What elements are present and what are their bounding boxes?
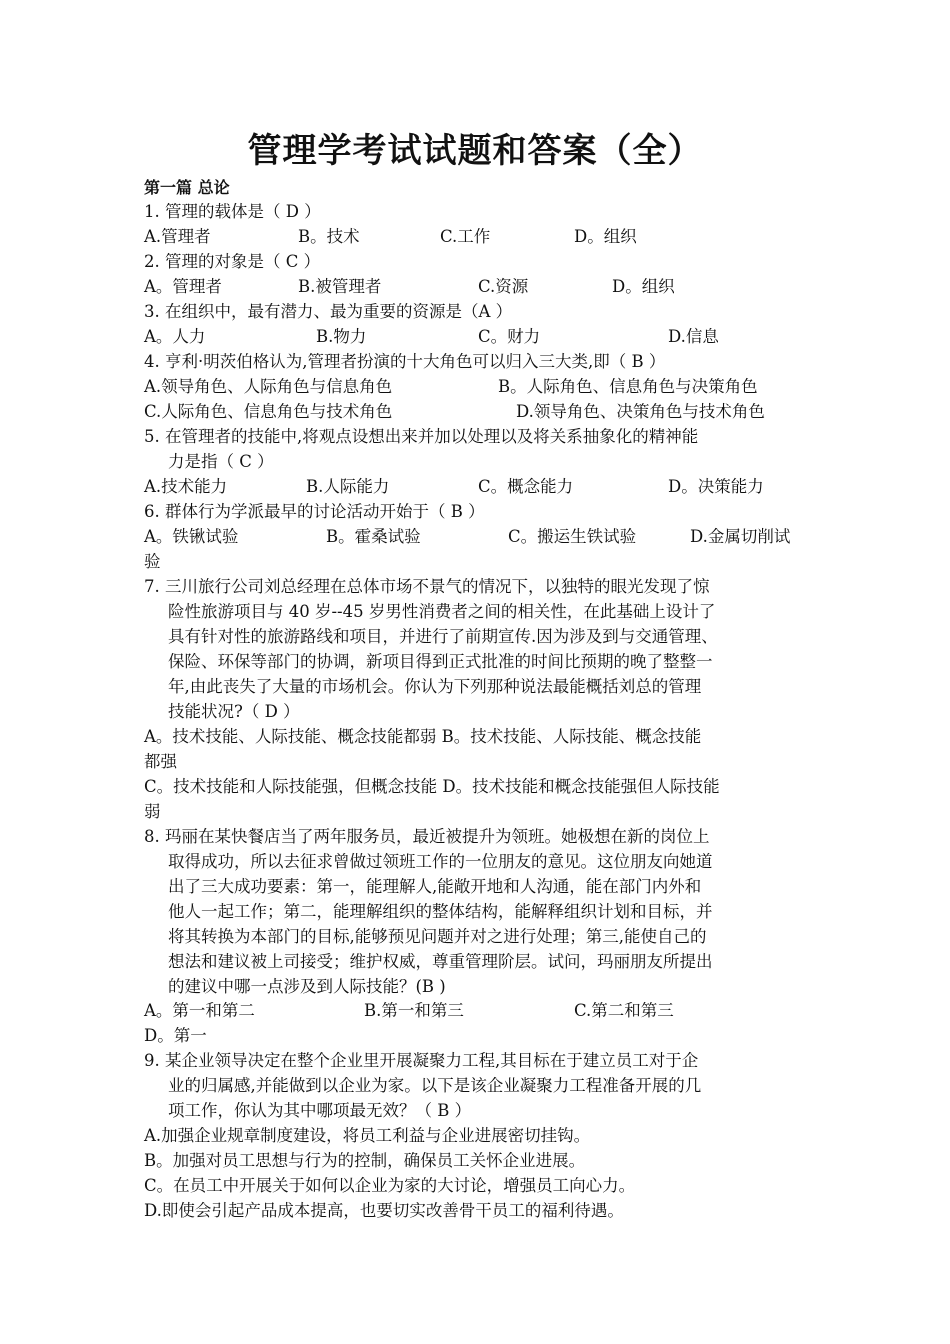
question-8-stem-line: 想法和建议被上司接受；维护权威，尊重管理阶层。试问，玛丽朋友所提出 [168, 952, 713, 971]
question-5-stem-line: 5. 在管理者的技能中,将观点设想出来并加以处理以及将关系抽象化的精神能 [144, 427, 699, 446]
question-6-option-a: A。铁锹试验 [144, 527, 239, 546]
question-3-option-c: C。财力 [478, 327, 541, 346]
question-8-option-c: C.第二和第三 [574, 1001, 674, 1020]
question-7-stem-line: 具有针对性的旅游路线和项目，并进行了前期宣传.因为涉及到与交通管理、 [168, 627, 718, 646]
question-7-stem-line: 7. 三川旅行公司刘总经理在总体市场不景气的情况下，以独特的眼光发现了惊 [144, 577, 710, 596]
question-8-option-b: B.第一和第三 [364, 1001, 464, 1020]
question-2-option-d: D。组织 [612, 277, 675, 296]
question-3-stem: 3. 在组织中，最有潜力、最为重要的资源是（A ） [144, 302, 513, 321]
question-7-stem-line: 险性旅游项目与 40 岁--45 岁男性消费者之间的相关性，在此基础上设计了 [168, 602, 716, 621]
question-3-option-b: B.物力 [316, 327, 367, 346]
question-5-option-d: D。决策能力 [668, 477, 764, 496]
question-4-option-c: C.人际角色、信息角色与技术角色 [144, 402, 393, 421]
document-title: 管理学考试试题和答案（全） [247, 131, 703, 171]
question-4-option-a: A.领导角色、人际角色与信息角色 [144, 377, 393, 396]
question-1-option-a: A.管理者 [144, 227, 211, 246]
question-1-option-c: C.工作 [440, 227, 491, 246]
question-9-option-d: D.即使会引起产品成本提高，也要切实改善骨干员工的福利待遇。 [144, 1201, 624, 1220]
question-5-option-a: A.技术能力 [144, 477, 228, 496]
question-2-option-c: C.资源 [478, 277, 529, 296]
question-8-stem-line: 出了三大成功要素：第一，能理解人,能敞开地和人沟通，能在部门内外和 [168, 877, 702, 896]
question-9-stem-line: 9. 某企业领导决定在整个企业里开展凝聚力工程,其目标在于建立员工对于企 [144, 1051, 699, 1070]
question-2-stem: 2. 管理的对象是（ C ） [144, 252, 321, 271]
question-4-stem: 4. 亨利·明茨伯格认为,管理者扮演的十大角色可以归入三大类,即（ B ） [144, 352, 666, 371]
question-6-option-c: C。搬运生铁试验 [508, 527, 637, 546]
question-4-option-b: B。人际角色、信息角色与决策角色 [498, 377, 758, 396]
question-9-option-a: A.加强企业规章制度建设，将员工利益与企业进展密切挂钩。 [144, 1126, 591, 1145]
question-8-option-d: D。第一 [144, 1026, 207, 1045]
question-6-option-d: D.金属切削试 [690, 527, 791, 546]
question-8-stem-line: 8. 玛丽在某快餐店当了两年服务员，最近被提升为领班。她极想在新的岗位上 [144, 827, 710, 846]
question-6-option-b: B。霍桑试验 [326, 527, 421, 546]
question-7-options-ab-wrap: 都强 [144, 752, 177, 771]
question-4-option-d: D.领导角色、决策角色与技术角色 [516, 402, 765, 421]
question-8-stem-line: 取得成功，所以去征求曾做过领班工作的一位朋友的意见。这位朋友向她道 [168, 852, 713, 871]
question-6-stem: 6. 群体行为学派最早的讨论活动开始于（ B ） [144, 502, 485, 521]
question-7-options-ab: A。技术技能、人际技能、概念技能都弱 B。技术技能、人际技能、概念技能 [144, 727, 702, 746]
question-9-stem-line: 项工作，你认为其中哪项最无效？（ B ） [168, 1101, 472, 1120]
question-2-option-a: A。管理者 [144, 277, 222, 296]
question-7-stem-line: 保险、环保等部门的协调，新项目得到正式批准的时间比预期的晚了整整一 [168, 652, 713, 671]
question-1-stem: 1. 管理的载体是（ D ） [144, 202, 321, 221]
question-5-option-b: B.人际能力 [306, 477, 390, 496]
question-1-option-d: D。组织 [574, 227, 637, 246]
question-8-stem-line: 他人一起工作；第二，能理解组织的整体结构，能解释组织计划和目标，并 [168, 902, 713, 921]
question-9-option-b: B。加强对员工思想与行为的控制，确保员工关怀企业进展。 [144, 1151, 586, 1170]
question-3-option-a: A。人力 [144, 327, 206, 346]
question-6-option-d-wrap: 验 [144, 552, 161, 571]
question-9-stem-line: 业的归属感,并能做到以企业为家。以下是该企业凝聚力工程准备开展的几 [168, 1076, 702, 1095]
question-1-option-b: B。技术 [298, 227, 360, 246]
question-7-options-cd-wrap: 弱 [144, 802, 161, 821]
question-8-option-a: A。第一和第二 [144, 1001, 255, 1020]
question-9-option-c: C。在员工中开展关于如何以企业为家的大讨论，增强员工向心力。 [144, 1176, 636, 1195]
question-7-stem-line: 技能状况?（ D ） [168, 702, 300, 721]
section-heading: 第一篇 总论 [144, 178, 230, 197]
question-8-stem-line: 的建议中哪一点涉及到人际技能？(B ) [168, 977, 446, 996]
question-5-option-c: C。概念能力 [478, 477, 574, 496]
question-7-options-cd: C。技术技能和人际技能强，但概念技能 D。技术技能和概念技能强但人际技能 [144, 777, 720, 796]
question-5-stem-line: 力是指（ C ） [168, 452, 274, 471]
question-7-stem-line: 年,由此丧失了大量的市场机会。你认为下列那种说法最能概括刘总的管理 [168, 677, 702, 696]
question-2-option-b: B.被管理者 [298, 277, 382, 296]
question-8-stem-line: 将其转换为本部门的目标,能够预见问题并对之进行处理；第三,能使自己的 [168, 927, 707, 946]
question-3-option-d: D.信息 [668, 327, 719, 346]
